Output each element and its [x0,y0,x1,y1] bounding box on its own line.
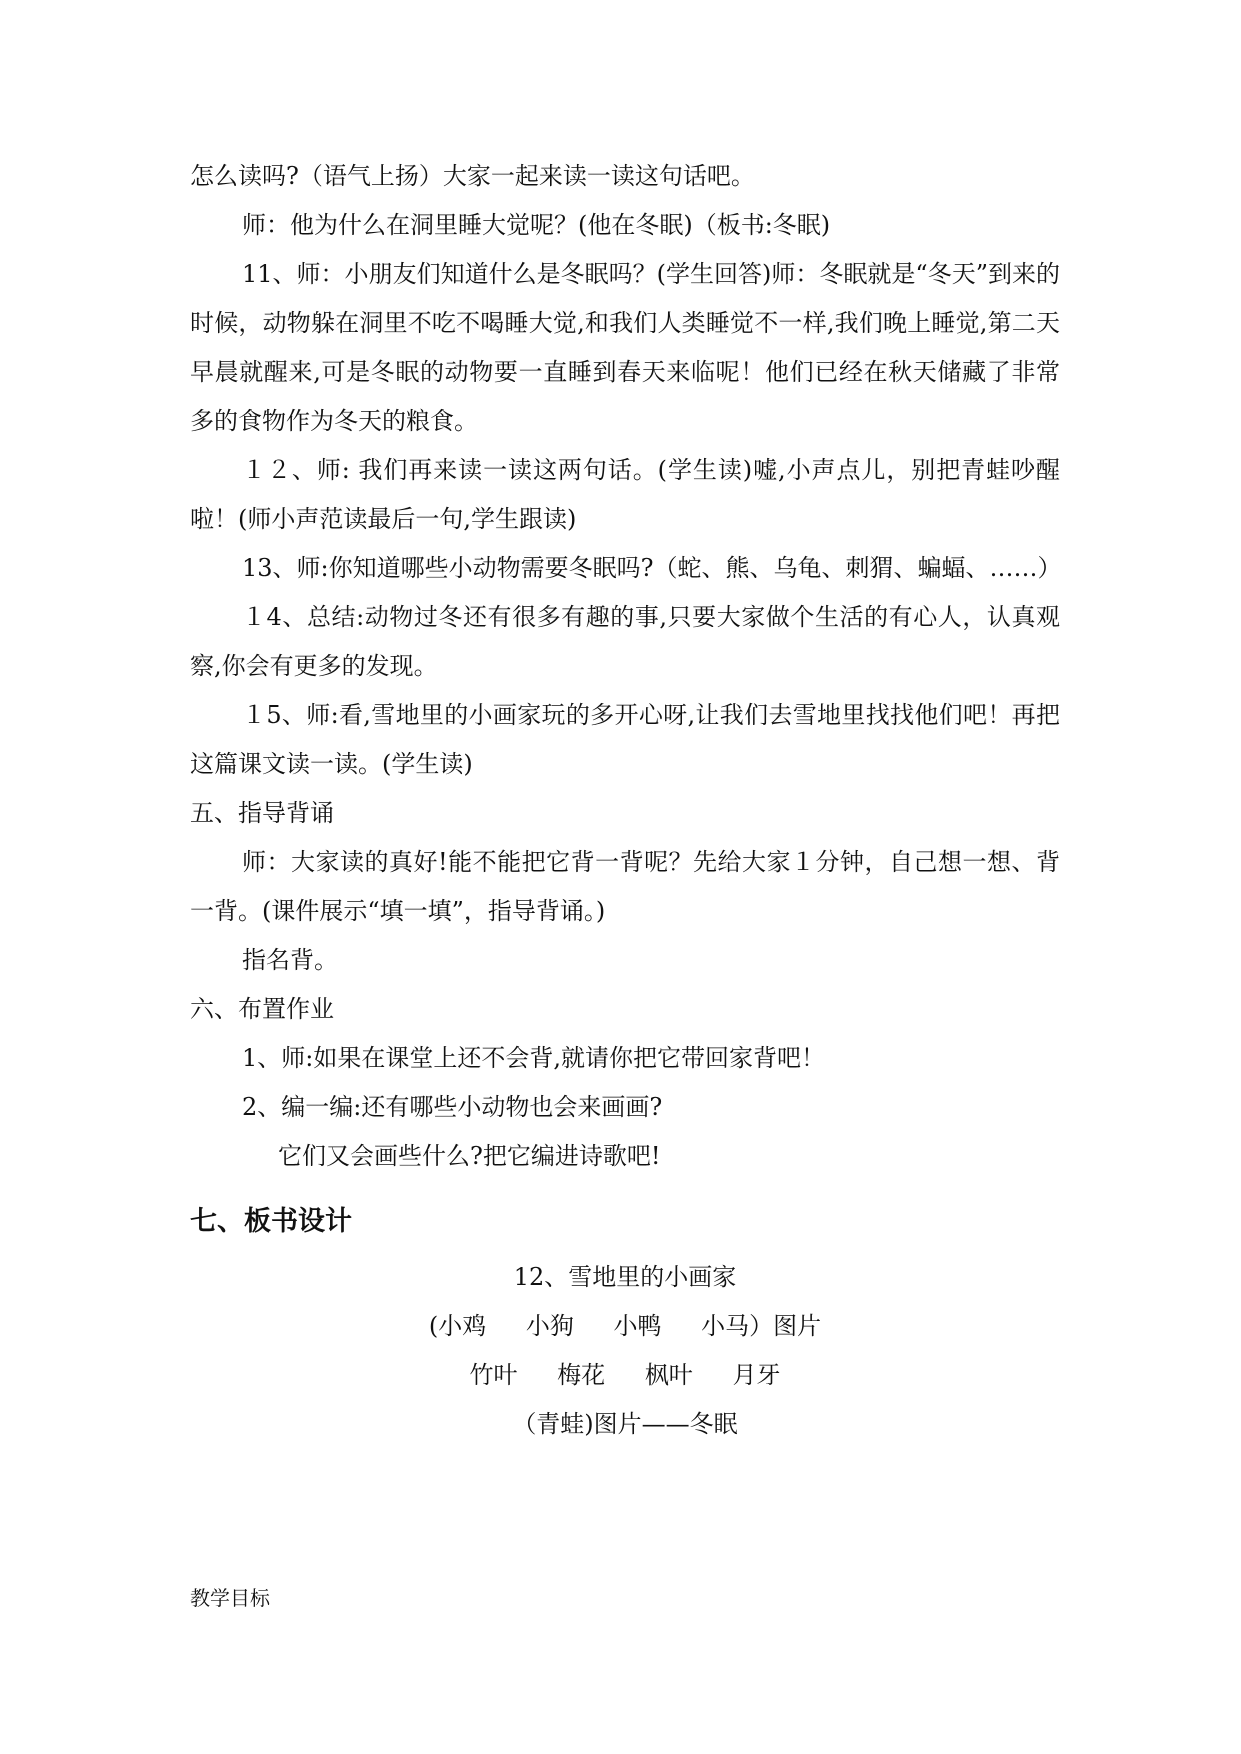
paragraph-step-11: 11、师：小朋友们知道什么是冬眠吗？(学生回答)师：冬眠就是“冬天”到来的时候，动物躲在洞里不吃不喝睡大觉,和我们人类睡觉不一样,我们晚上睡觉,第二天早晨就醒来,可是冬眠的动物要一直睡到春天来临呢！他们已经在秋天储藏了非常多的食物作为冬天的粮食。 [190,260,1060,435]
heading-section-6: 六、布置作业 [190,995,334,1023]
board-animal-horse: 小马）图片 [701,1312,822,1340]
paragraph-step-12: １２、师: 我们再来读一读这两句话。(学生读)嘘,小声点儿，别把青蛙吵醒啦！(师小声范读最后一句,学生跟读) [190,456,1060,533]
heading-section-5: 五、指导背诵 [190,799,334,827]
board-frog-line: （青蛙)图片——冬眠 [512,1410,738,1438]
document-body [190,152,1060,1449]
board-drawing-bamboo: 竹叶 [469,1361,518,1389]
board-drawing-moon: 月牙 [732,1361,781,1389]
board-drawing-plum: 梅花 [557,1361,606,1389]
board-animal-duck: 小鸭 [613,1312,662,1340]
heading-section-7: 七、板书设计 [190,1206,352,1237]
paragraph-name-recite: 指名背。 [242,946,338,974]
footer-label: 教学目标 [190,1586,270,1610]
board-animals-line [190,1302,1060,1351]
paragraph-step-14: １4、总结:动物过冬还有很多有趣的事,只要大家做个生活的有心人，认真观察,你会有更多的发现。 [190,603,1060,680]
paragraph-recite: 师：大家读的真好!能不能把它背一背呢？先给大家１分钟，自己想一想、背一背。(课件展示“填一填”，指导背诵。) [190,848,1060,925]
paragraph-step-13: 13、师:你知道哪些小动物需要冬眠吗?（蛇、熊、乌龟、刺猬、蝙蝠、……） [242,554,1062,582]
homework-item-2-continued: 它们又会画些什么?把它编进诗歌吧! [278,1142,661,1170]
paragraph-step-15: １5、师:看,雪地里的小画家玩的多开心呀,让我们去雪地里找找他们吧！再把这篇课文读一读。(学生读) [190,701,1060,778]
board-animal-dog: 小狗 [525,1312,574,1340]
homework-item-2: 2、编一编:还有哪些小动物也会来画画? [242,1093,663,1121]
board-drawing-maple: 枫叶 [644,1361,693,1389]
board-drawings-line [190,1351,1060,1400]
paragraph-teacher-question: 师：他为什么在洞里睡大觉呢？(他在冬眠)（板书:冬眠) [242,211,831,239]
board-title: 12、雪地里的小画家 [513,1263,737,1291]
board-design [190,1253,1060,1449]
paragraph-continuation: 怎么读吗?（语气上扬）大家一起来读一读这句话吧。 [190,162,755,190]
homework-item-1: 1、师:如果在课堂上还不会背,就请你把它带回家背吧！ [242,1044,825,1072]
board-animal-chick: (小鸡 [428,1312,487,1340]
